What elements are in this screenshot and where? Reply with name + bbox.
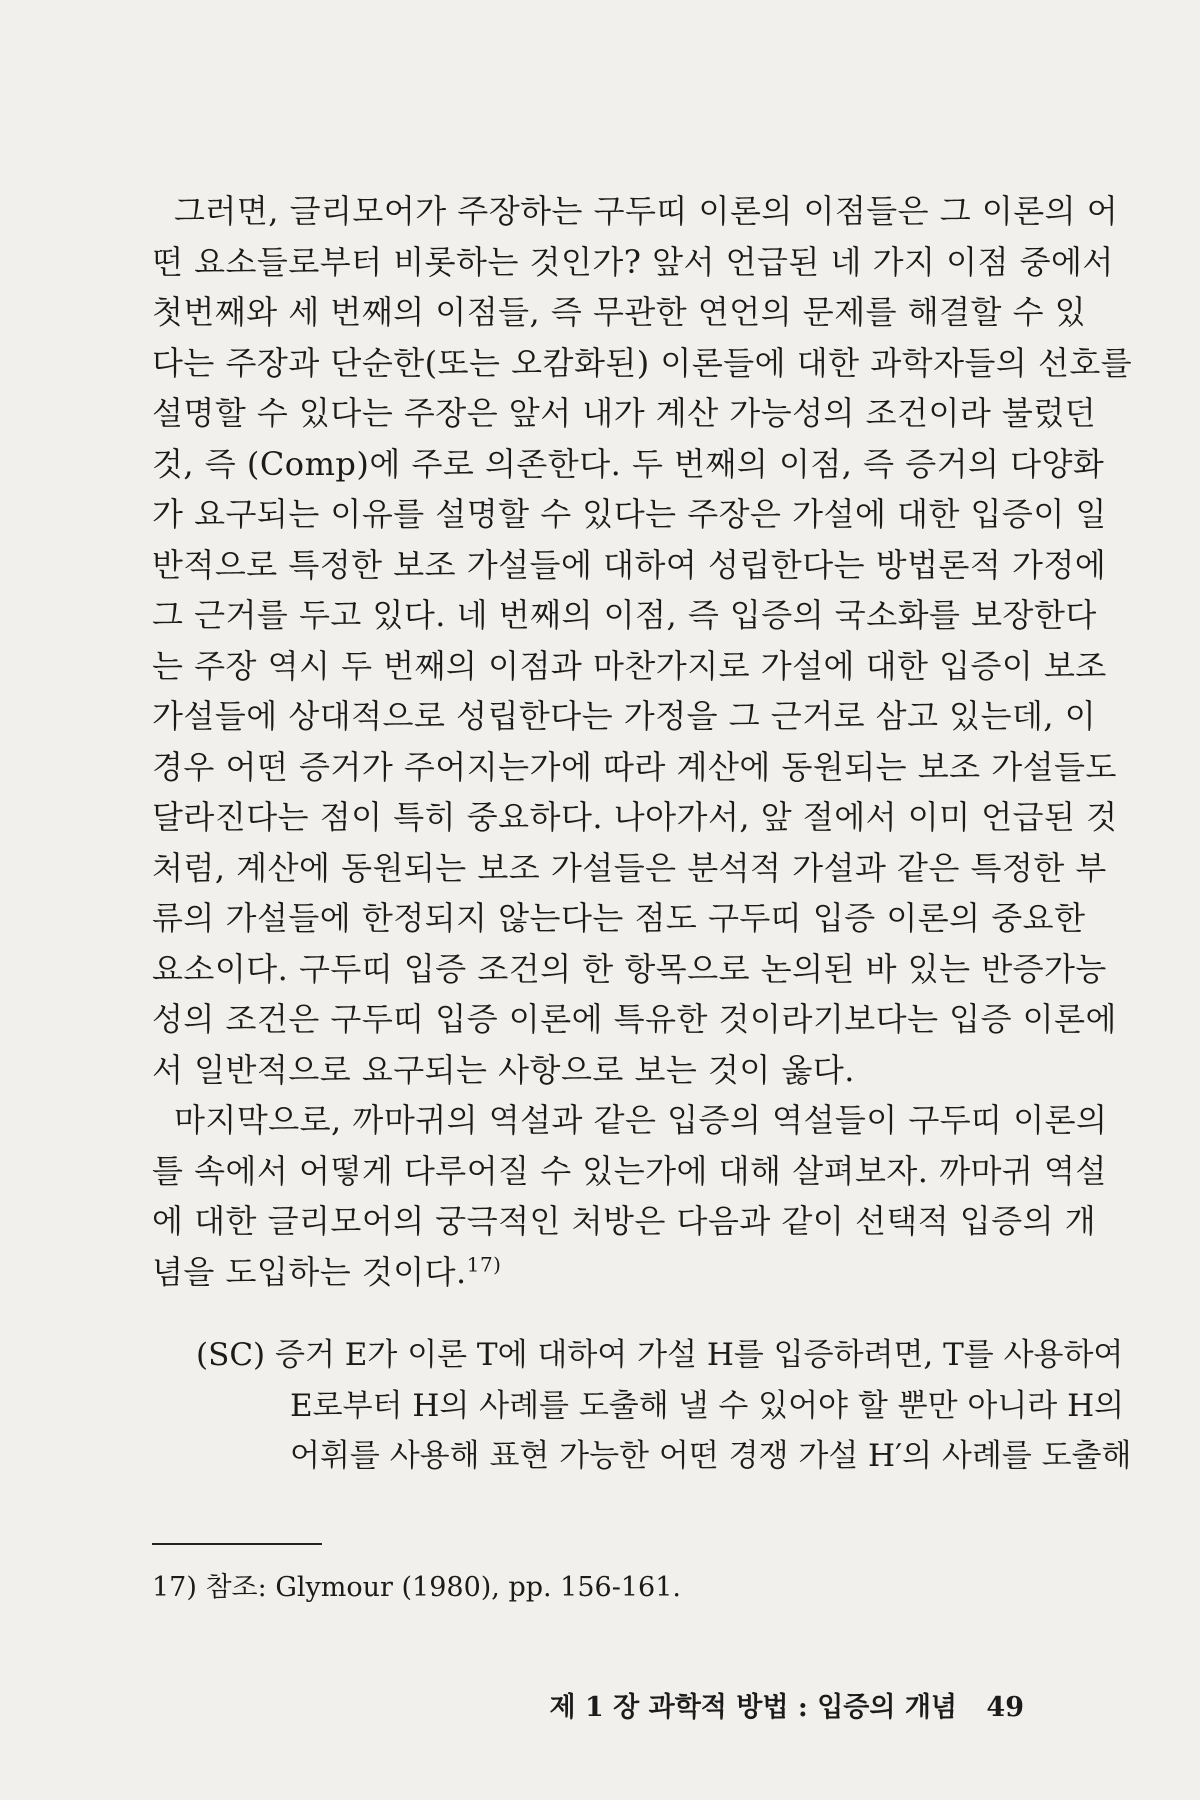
sc-line: E로부터 H의 사례를 도출해 낼 수 있어야 할 뿐만 아니라 H의 [290, 1387, 1125, 1424]
sc-label: (SC) [196, 1337, 266, 1373]
text-line [152, 1045, 1024, 1096]
text-line-content: 가 요구되는 이유를 설명할 수 있다는 주장은 가설에 대한 입증이 일 [152, 495, 1107, 533]
text-line-content: 것, 즉 (Comp)에 주로 의존한다. 두 번째의 이점, 즉 증거의 다양화 [152, 444, 1105, 483]
text-line-content: 성의 조건은 구두띠 입증 이론에 특유한 것이라기보다는 입증 이론에 [152, 1000, 1117, 1038]
text-line [152, 691, 1097, 742]
text-line-content: 틀 속에서 어떻게 다루어질 수 있는가에 대해 살펴보자. 까마귀 역설 [152, 1151, 1107, 1190]
text-line [152, 287, 1087, 338]
text-line-content: 달라진다는 점이 특히 중요하다. 나아가서, 앞 절에서 이미 언급된 것 [152, 798, 1118, 836]
text-line-content: 다는 주장과 단순한(또는 오캄화된) 이론들에 대한 과학자들의 선호를 [152, 343, 1133, 382]
text-line-content: 류의 가설들에 한정되지 않는다는 점도 구두띠 입증 이론의 중요한 [152, 899, 1086, 937]
text-line [152, 944, 1107, 995]
text-line [152, 439, 1105, 490]
text-line-content: 마지막으로, 까마귀의 역설과 같은 입증의 역설들이 구두띠 이론의 [174, 1101, 1108, 1139]
footnote: 17) 참조: Glymour (1980), pp. 156-161. [152, 1572, 681, 1603]
paragraph-2 [152, 1095, 1108, 1297]
text-line [152, 388, 1097, 439]
page-number: 49 [986, 1692, 1024, 1723]
text-line-content: 서 일반적으로 요구되는 사항으로 보는 것이 옳다. [152, 1050, 855, 1089]
running-footer [549, 1690, 1024, 1726]
text-line [152, 590, 1097, 641]
text-line [152, 1196, 1097, 1247]
footnote-reference[interactable]: 17) [466, 1251, 502, 1276]
text-line [152, 237, 1114, 288]
text-line-content: 념을 도입하는 것이다. [152, 1252, 467, 1291]
sc-text: 증거 E가 이론 T에 대하여 가설 H를 입증하려면, T를 사용하여 [275, 1337, 1124, 1373]
text-line-content: 경우 어떤 증거가 주어지는가에 따라 계산에 동원되는 보조 가설들도 [152, 747, 1117, 786]
text-line-content: 에 대한 글리모어의 궁극적인 처방은 다음과 같이 선택적 입증의 개 [152, 1202, 1097, 1240]
text-line-content: 는 주장 역시 두 번째의 이점과 마찬가지로 가설에 대한 입증이 보조 [152, 646, 1107, 685]
text-line [152, 994, 1117, 1045]
text-line-content: 요소이다. 구두띠 입증 조건의 한 항목으로 논의된 바 있는 반증가능 [152, 949, 1107, 988]
text-line [152, 742, 1117, 793]
text-line-content: 그 근거를 두고 있다. 네 번째의 이점, 즉 입증의 국소화를 보장한다 [152, 596, 1097, 634]
text-line-content: 그러면, 글리모어가 주장하는 구두띠 이론의 이점들은 그 이론의 어 [174, 192, 1119, 230]
text-line [152, 641, 1107, 692]
text-line [152, 489, 1107, 540]
text-line [152, 893, 1086, 944]
text-line-content: 반적으로 특정한 보조 가설들에 대하여 성립한다는 방법론적 가정에 [152, 545, 1107, 584]
paragraph-1 [152, 186, 1133, 1095]
text-line-content: 가설들에 상대적으로 성립한다는 가정을 그 근거로 삼고 있는데, 이 [152, 697, 1097, 735]
text-line-content: 첫번째와 세 번째의 이점들, 즉 무관한 연언의 문제를 해결할 수 있 [152, 293, 1087, 331]
footnote-divider [152, 1543, 322, 1545]
chapter-title: 제 1 장 과학적 방법 : 입증의 개념 [549, 1692, 958, 1723]
text-line-content: 처럼, 계산에 동원되는 보조 가설들은 분석적 가설과 같은 특정한 부 [152, 848, 1107, 887]
text-line [152, 792, 1118, 843]
text-line [152, 1247, 1024, 1298]
sc-line: 어휘를 사용해 표현 가능한 어떤 경쟁 가설 H′의 사례를 도출해 [290, 1438, 1132, 1474]
text-line-content: 떤 요소들로부터 비롯하는 것인가? 앞서 언급된 네 가지 이점 중에서 [152, 242, 1114, 281]
text-line [152, 338, 1133, 389]
text-line [152, 540, 1107, 591]
text-line [152, 186, 1119, 237]
sc-condition-block [196, 1330, 1132, 1482]
sc-line [196, 1330, 1124, 1381]
text-line [152, 843, 1107, 894]
text-line [152, 1146, 1107, 1197]
body-text [152, 186, 1133, 1297]
text-line-content: 설명할 수 있다는 주장은 앞서 내가 계산 가능성의 조건이라 불렀던 [152, 394, 1097, 432]
text-line [152, 1095, 1108, 1146]
